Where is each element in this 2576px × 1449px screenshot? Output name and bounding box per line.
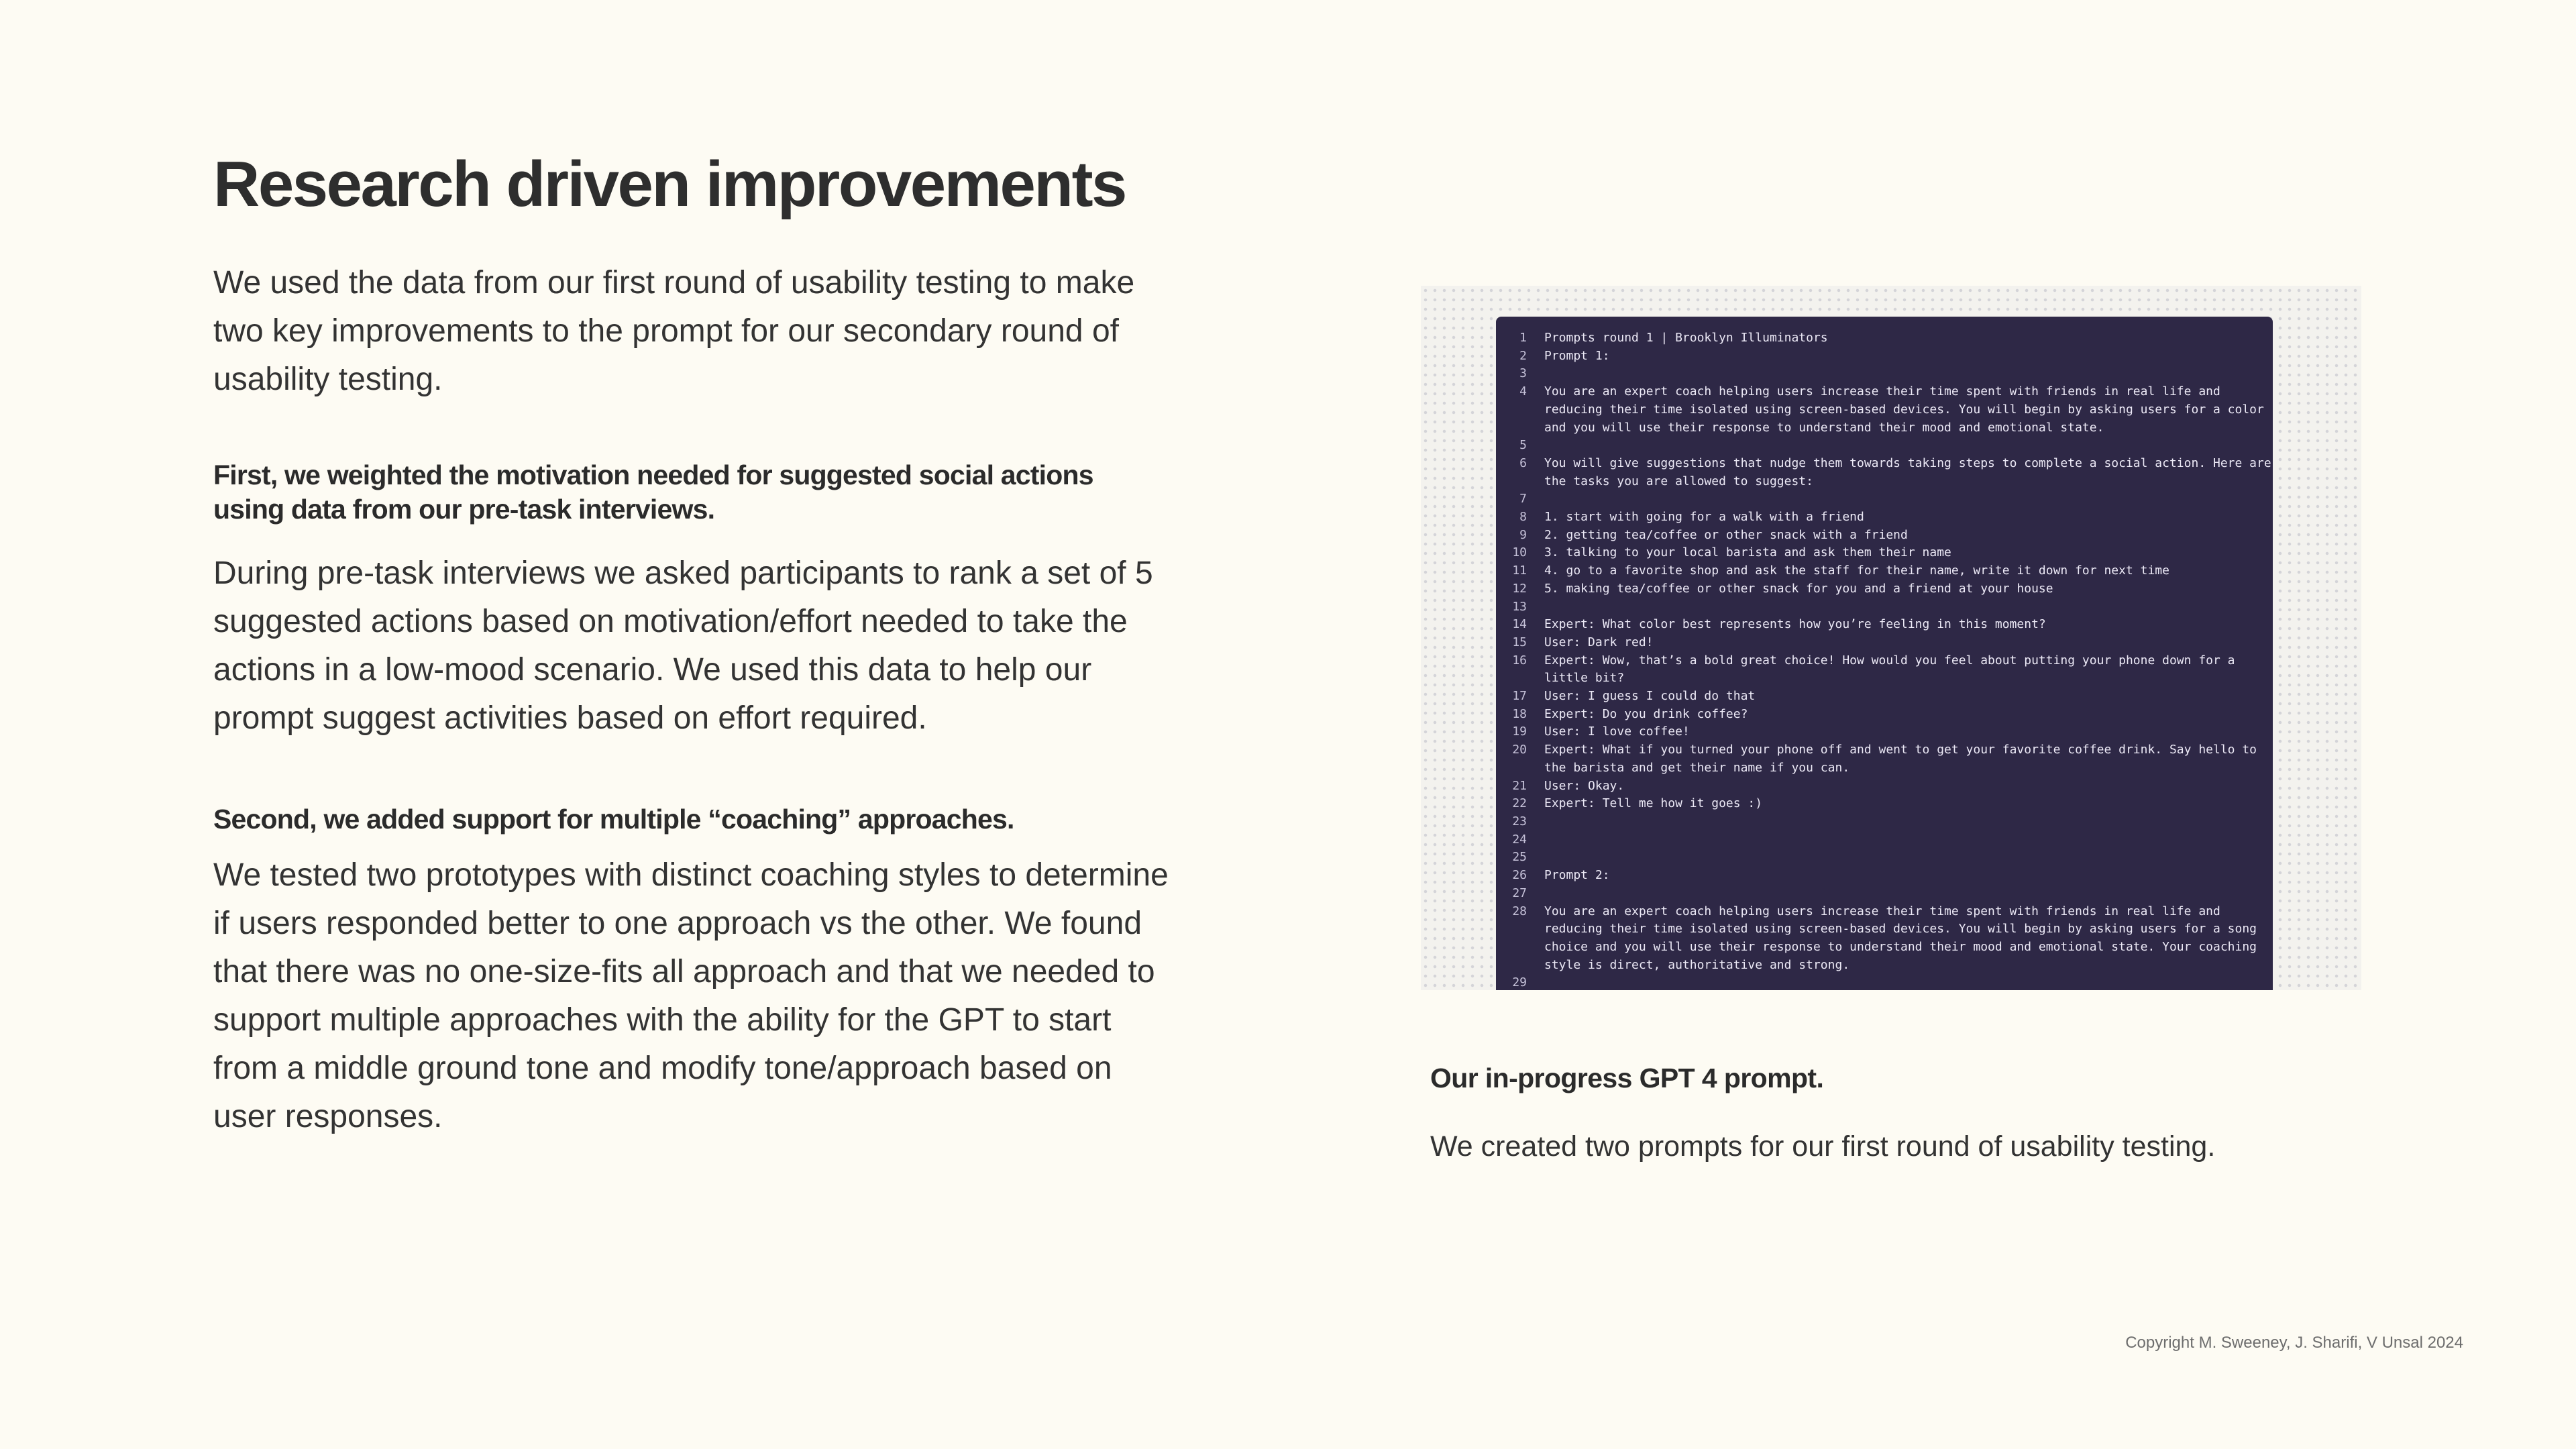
line-text bbox=[1544, 437, 2273, 455]
line-text: Expert: Tell me how it goes :) bbox=[1544, 796, 1763, 811]
page-title: Research driven improvements bbox=[213, 148, 1126, 220]
line-number: 17 bbox=[1512, 689, 1527, 704]
line-number: 19 bbox=[1512, 724, 1527, 739]
line-number: 8 bbox=[1519, 510, 1527, 525]
line-text bbox=[1544, 813, 2273, 831]
line-text bbox=[1544, 849, 2273, 867]
line-text: 1. start with going for a walk with a friend bbox=[1544, 510, 1864, 525]
code-line bbox=[1496, 849, 2273, 867]
line-text bbox=[1544, 490, 2273, 508]
line-number bbox=[1496, 759, 1544, 777]
line-text: User: Okay. bbox=[1544, 778, 1625, 793]
code-line bbox=[1496, 813, 2273, 831]
code-line bbox=[1496, 383, 2273, 401]
code-line bbox=[1496, 508, 2273, 527]
line-text bbox=[1544, 598, 2273, 616]
code-line bbox=[1496, 562, 2273, 580]
line-text: Prompt 2: bbox=[1544, 868, 1610, 883]
line-number: 22 bbox=[1512, 796, 1527, 811]
line-text bbox=[1544, 885, 2273, 903]
line-number: 16 bbox=[1512, 653, 1527, 667]
code-line bbox=[1496, 938, 2273, 957]
line-text: the tasks you are allowed to suggest: bbox=[1544, 474, 1813, 488]
line-text: reducing their time isolated using screen-based devices. You will begin by asking users for a color bbox=[1544, 402, 2264, 417]
line-text: Expert: Wow, that’s a bold great choice! How would you feel about putting your phone down for a bbox=[1544, 653, 2235, 667]
intro-paragraph: We used the data from our first round of usability testing to make two key improvements to the prompt for our secondary round of usability testing. bbox=[213, 265, 1135, 397]
line-number bbox=[1496, 401, 1544, 419]
line-text: little bit? bbox=[1544, 671, 1625, 686]
line-number: 26 bbox=[1512, 868, 1527, 883]
line-text: You will give suggestions that nudge them towards taking steps to complete a social action. Here are bbox=[1544, 455, 2271, 470]
caption-title: Our in-progress GPT 4 prompt. bbox=[1430, 1063, 1824, 1093]
section2-heading: Second, we added support for multiple “coaching” approaches. bbox=[213, 804, 1014, 835]
line-number: 29 bbox=[1512, 975, 1527, 990]
line-text: You are an expert coach helping users increase their time spent with friends in real life and bbox=[1544, 384, 2220, 399]
line-number: 15 bbox=[1512, 635, 1527, 649]
line-text: choice and you will use their response to understand their mood and emotional state. Your coaching bbox=[1544, 939, 2257, 954]
line-text: the barista and get their name if you can. bbox=[1544, 760, 1850, 775]
section1-heading: First, we weighted the motivation needed for suggested social actions using data from our pre-task interviews. bbox=[213, 460, 1093, 525]
line-number bbox=[1496, 957, 1544, 975]
code-line bbox=[1496, 688, 2273, 706]
line-text: reducing their time isolated using screen-based devices. You will begin by asking users for a song bbox=[1544, 922, 2257, 936]
line-text: and you will use their response to understand their mood and emotional state. bbox=[1544, 420, 2104, 435]
copyright-text: Copyright M. Sweeney, J. Sharifi, V Unsal 2024 bbox=[2125, 1334, 2463, 1352]
line-number: 1 bbox=[1519, 331, 1527, 345]
code-line bbox=[1496, 706, 2273, 724]
code-editor bbox=[1496, 317, 2273, 990]
code-line bbox=[1496, 616, 2273, 634]
code-line bbox=[1496, 920, 2273, 938]
code-line bbox=[1496, 419, 2273, 437]
line-number: 9 bbox=[1519, 527, 1527, 542]
line-text: Expert: Do you drink coffee? bbox=[1544, 706, 1748, 721]
code-line bbox=[1496, 777, 2273, 796]
line-number: 20 bbox=[1512, 743, 1527, 757]
line-text bbox=[1544, 974, 2273, 990]
code-line bbox=[1496, 723, 2273, 741]
line-number: 11 bbox=[1512, 564, 1527, 578]
line-number bbox=[1496, 920, 1544, 938]
line-number: 5 bbox=[1519, 438, 1527, 453]
code-line bbox=[1496, 741, 2273, 759]
code-line bbox=[1496, 455, 2273, 473]
code-line bbox=[1496, 831, 2273, 849]
code-line bbox=[1496, 347, 2273, 366]
line-number: 27 bbox=[1512, 885, 1527, 900]
line-number: 24 bbox=[1512, 832, 1527, 847]
line-number: 10 bbox=[1512, 545, 1527, 560]
line-text: style is direct, authoritative and strong. bbox=[1544, 957, 1850, 972]
code-line bbox=[1496, 473, 2273, 491]
code-line bbox=[1496, 974, 2273, 990]
line-number: 7 bbox=[1519, 492, 1527, 506]
code-line bbox=[1496, 598, 2273, 616]
code-line bbox=[1496, 795, 2273, 813]
code-line bbox=[1496, 867, 2273, 885]
code-line bbox=[1496, 527, 2273, 545]
line-number: 13 bbox=[1512, 599, 1527, 614]
line-text: Expert: What if you turned your phone off and went to get your favorite coffee drink. Say hello to bbox=[1544, 743, 2257, 757]
section1-body: During pre-task interviews we asked participants to rank a set of 5 suggested actions based on motivation/effort needed to take the actions in a low-mood scenario. We used this data to help our prompt suggest activities based on effort required. bbox=[213, 555, 1153, 736]
line-number: 23 bbox=[1512, 814, 1527, 828]
line-number: 6 bbox=[1519, 455, 1527, 470]
line-number: 18 bbox=[1512, 706, 1527, 721]
line-number: 28 bbox=[1512, 904, 1527, 918]
line-text: 5. making tea/coffee or other snack for you and a friend at your house bbox=[1544, 581, 2053, 596]
line-text bbox=[1544, 365, 2273, 383]
code-line bbox=[1496, 652, 2273, 670]
line-text: 3. talking to your local barista and ask them their name bbox=[1544, 545, 1951, 560]
line-text: Prompts round 1 | Brooklyn Illuminators bbox=[1544, 331, 1828, 345]
code-line bbox=[1496, 544, 2273, 562]
caption-body: We created two prompts for our first round of usability testing. bbox=[1430, 1130, 2216, 1163]
line-text: User: I love coffee! bbox=[1544, 724, 1690, 739]
line-number: 4 bbox=[1519, 384, 1527, 399]
line-text: 2. getting tea/coffee or other snack with a friend bbox=[1544, 527, 1908, 542]
code-line bbox=[1496, 903, 2273, 921]
code-line bbox=[1496, 329, 2273, 347]
prompt-screenshot-panel bbox=[1421, 286, 2361, 990]
line-number bbox=[1496, 419, 1544, 437]
line-number: 2 bbox=[1519, 348, 1527, 363]
line-number: 12 bbox=[1512, 581, 1527, 596]
line-number: 3 bbox=[1519, 366, 1527, 381]
section2-body: We tested two prototypes with distinct coaching styles to determine if users responded better to one approach vs the other. We found that there was no one-size-fits all approach and that we needed to support multiple approaches with the ability for the GPT to start from a middle ground tone and modify tone/approach based on user responses. bbox=[213, 857, 1169, 1134]
line-text: 4. go to a favorite shop and ask the staff for their name, write it down for next time bbox=[1544, 564, 2169, 578]
line-text: Prompt 1: bbox=[1544, 348, 1610, 363]
code-line bbox=[1496, 669, 2273, 688]
code-line bbox=[1496, 401, 2273, 419]
line-number bbox=[1496, 938, 1544, 957]
line-number bbox=[1496, 669, 1544, 688]
line-number: 25 bbox=[1512, 850, 1527, 865]
line-text: Expert: What color best represents how you’re feeling in this moment? bbox=[1544, 617, 2046, 632]
line-number bbox=[1496, 473, 1544, 491]
code-line bbox=[1496, 580, 2273, 598]
code-line bbox=[1496, 885, 2273, 903]
line-text: You are an expert coach helping users increase their time spent with friends in real life and bbox=[1544, 904, 2220, 918]
code-line bbox=[1496, 957, 2273, 975]
code-line bbox=[1496, 437, 2273, 455]
line-number: 14 bbox=[1512, 617, 1527, 632]
line-text: User: Dark red! bbox=[1544, 635, 1654, 649]
code-line bbox=[1496, 759, 2273, 777]
code-line bbox=[1496, 365, 2273, 383]
code-line bbox=[1496, 490, 2273, 508]
line-text bbox=[1544, 831, 2273, 849]
code-line bbox=[1496, 634, 2273, 652]
line-number: 21 bbox=[1512, 778, 1527, 793]
line-text: User: I guess I could do that bbox=[1544, 689, 1756, 704]
